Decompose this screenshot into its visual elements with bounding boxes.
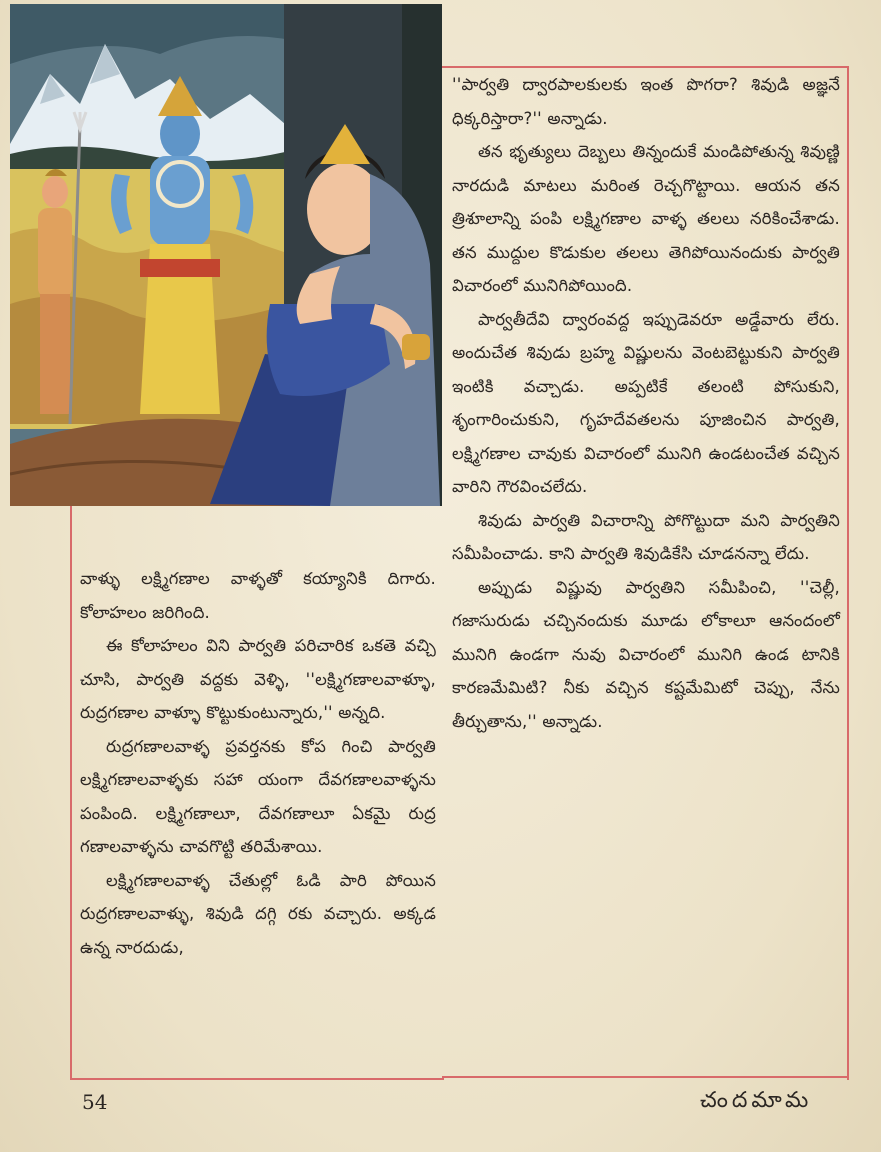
magazine-name: చందమామ [700,1088,813,1113]
border-frame-bottom [442,1076,849,1078]
paragraph: తన భృత్యులు దెబ్బలు తిన్నందుకే మండిపోతున్న శివుణ్ణి నారదుడి మాటలు మరింత రెచ్చగొట్టాయి. ఆయన తన త్రిశూలాన్ని పంపి లక్ష్మిగణాల వాళ్ళ తలలు నరికించేశాడు. తన ముద్దుల కొడుకుల తలలు తెగిపోయినందుకు పార్వతి విచారంలో మునిగిపోయింది. [452,142,840,295]
left-text-column [80,562,436,964]
paragraph: శివుడు పార్వతి విచారాన్ని పోగొట్టుదా మని పార్వతిని సమీపించాడు. కాని పార్వతి శివుడికేసి చూడనన్నా లేదు. [452,510,840,563]
illustration-artwork [10,4,442,506]
right-text-column [452,68,840,738]
paragraph: లక్ష్మిగణాలవాళ్ళ చేతుల్లో ఓడి పారి పోయిన రుద్రగణాలవాళ్ళు, శివుడి దగ్గి రకు వచ్చారు. అక్కడ ఉన్న నారదుడు, [80,870,436,957]
paragraph: వాళ్ళు లక్ష్మిగణాల వాళ్ళతో కయ్యానికి దిగారు. కోలాహలం జరిగింది. [80,569,436,622]
paragraph: పార్వతీదేవి ద్వారంవద్ద ఇప్పుడెవరూ అడ్డేవారు లేరు. అందుచేత శివుడు బ్రహ్మ విష్ణులను వెంటబెట్టుకుని పార్వతి ఇంటికి వచ్చాడు. అప్పటికే తలంటి పోసుకుని, శృంగారించుకుని, గృహదేవతలను పూజించిన పార్వతి, లక్ష్మిగణాల చావుకు విచారంలో మునిగి ఉండటంచేత వచ్చిన వారిని గౌరవించలేదు. [452,309,840,496]
paragraph: ''పార్వతి ద్వారపాలకులకు ఇంత పొగరా? శివుడి అజ్ఞనే ధిక్కరిస్తారా?'' అన్నాడు. [452,75,840,128]
paragraph: రుద్రగణాలవాళ్ళ ప్రవర్తనకు కోప గించి పార్వతి లక్ష్మిగణాలవాళ్ళకు సహా యంగా దేవగణాలవాళ్ళను పంపింది. లక్ష్మిగణాలూ, దేవగణాలూ ఏకమై రుద్ర గణాలవాళ్ళను చావగొట్టి తరిమేశాయి. [80,736,436,856]
paragraph: అప్పుడు విష్ణువు పార్వతిని సమీపించి, ''చెల్లీ, గజాసురుడు చచ్చినందుకు మూడు లోకాలూ ఆనందంలో మునిగి ఉండగా నువు విచారంలో మునిగి ఉండ టానికి కారణమేమిటి? నీకు వచ్చిన కష్టమేమిటో చెప్పు, నేను తీర్చుతాను,'' అన్నాడు. [452,577,840,731]
story-illustration [10,4,442,506]
page-number: 54 [82,1090,108,1114]
paragraph: ఈ కోలాహలం విని పార్వతి పరిచారిక ఒకతె వచ్చి చూసి, పార్వతి వద్దకు వెళ్ళి, ''లక్ష్మిగణాలవాళ్ళూ, రుద్రగణాల వాళ్ళూ కొట్టుకుంటున్నారు,'' అన్నది. [80,636,436,722]
